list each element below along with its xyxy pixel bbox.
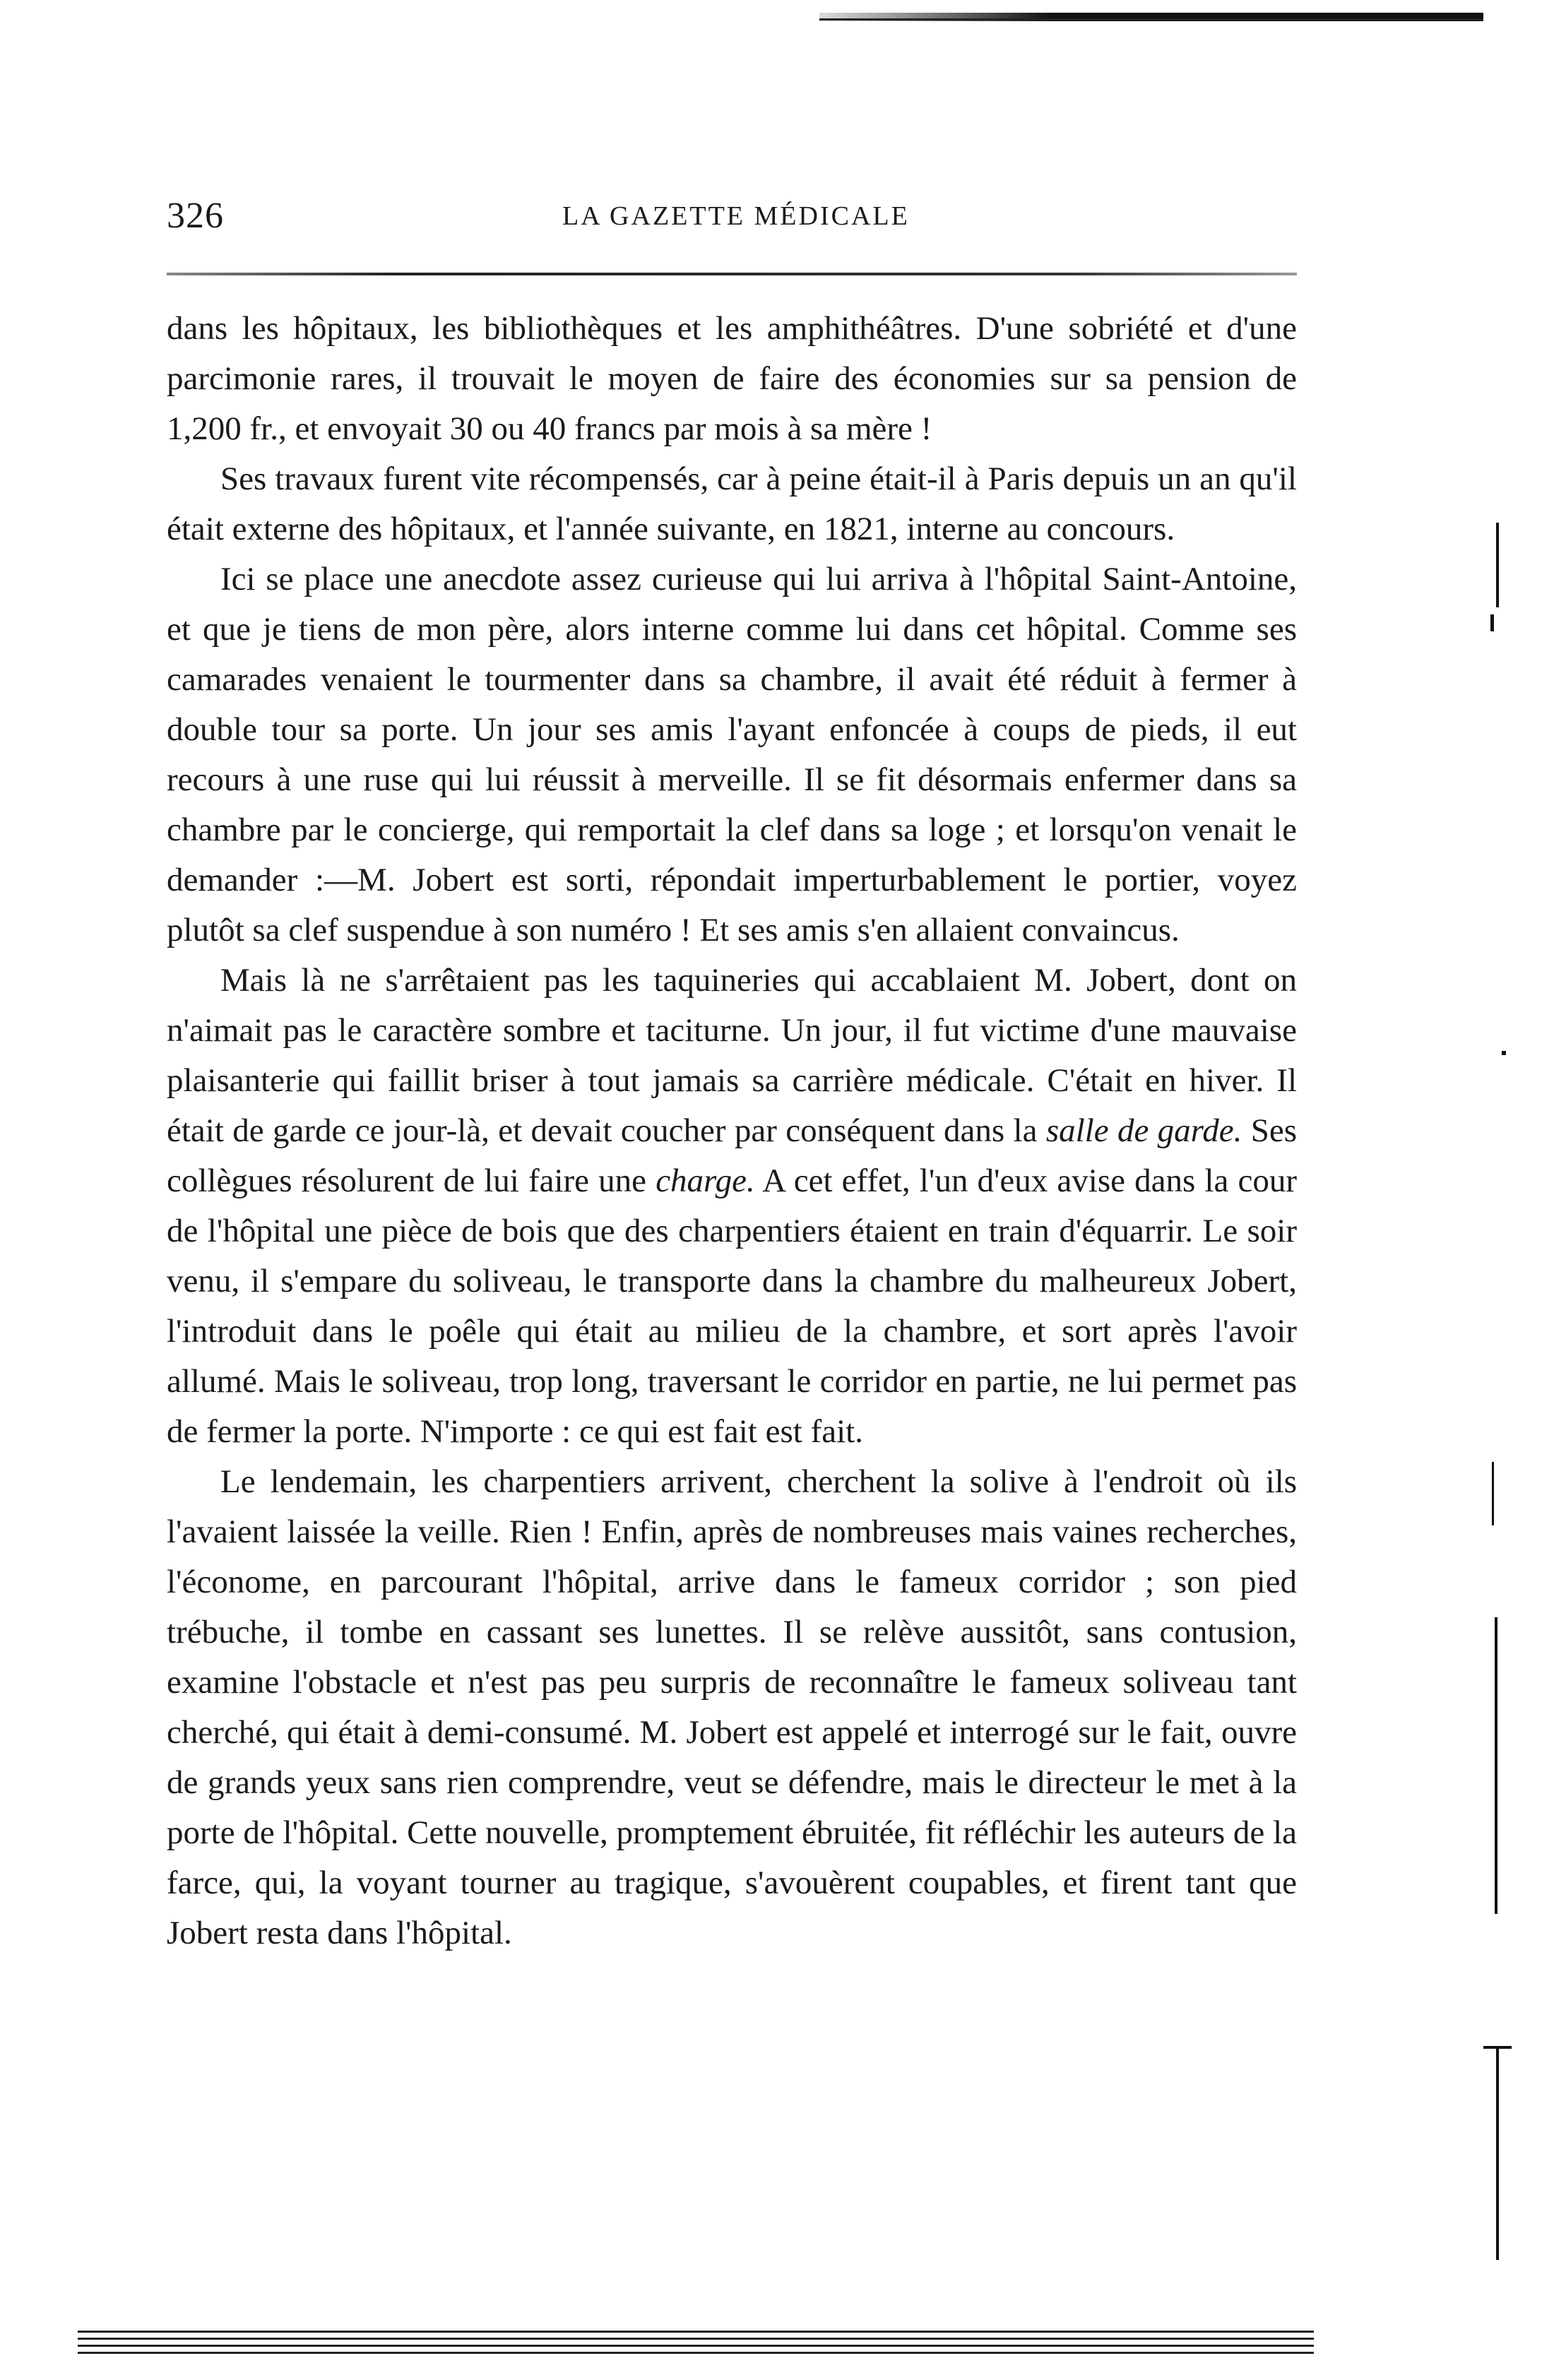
paragraph-2: Ses travaux furent vite récompensés, car à peine était-il à Paris depuis un an qu'il était externe des hôpitaux, et l'année suivante, en 1821, interne au concours. bbox=[167, 460, 1297, 547]
margin-mark-1 bbox=[1496, 523, 1499, 607]
italic-charge: charge. bbox=[656, 1162, 755, 1199]
header-rule bbox=[167, 273, 1297, 275]
margin-mark-7 bbox=[1502, 1051, 1506, 1055]
footer-rule-1 bbox=[78, 2331, 1314, 2333]
footer-rule-2 bbox=[78, 2338, 1314, 2340]
paragraph-1: dans les hôpitaux, les bibliothèques et les amphithéâtres. D'une sobriété et d'une parcimonie rares, il trouvait le moyen de faire des économies sur sa pension de 1,200 fr., et envoyait 30 ou 40 francs par mois à sa mère ! bbox=[167, 310, 1297, 447]
page-header bbox=[167, 195, 1297, 244]
margin-mark-4 bbox=[1495, 1617, 1497, 1914]
footer-rules bbox=[78, 2331, 1314, 2359]
page-number: 326 bbox=[167, 196, 224, 236]
body-text bbox=[167, 304, 1297, 1958]
margin-mark-6 bbox=[1483, 2046, 1512, 2049]
paragraph-4 bbox=[167, 956, 1297, 1457]
italic-salle-de-garde: salle de garde. bbox=[1045, 1112, 1242, 1149]
running-title: LA GAZETTE MÉDICALE bbox=[562, 201, 910, 231]
margin-mark-2 bbox=[1490, 614, 1494, 631]
paragraph-4-text-after: A cet effet, l'un d'eux avise dans la cour de l'hôpital une pièce de bois que des charpentiers étaient en train d'équarrir. Le soir venu, il s'empare du soliveau, le transporte dans la chambre du malheureux Jobert, l'introduit dans le poêle qui était au milieu de la chambre, et sort après l'avoir allumé. Mais le soliveau, trop long, traversant le corridor en partie, ne lui permet pas de fermer la porte. N'importe : ce qui est fait est fait. bbox=[167, 1162, 1298, 1450]
top-edge-rule bbox=[819, 18, 1483, 20]
margin-mark-5 bbox=[1496, 2048, 1499, 2260]
paragraph-3: Ici se place une anecdote assez curieuse qui lui arriva à l'hôpital Saint-Antoine, et que je tiens de mon père, alors interne comme lui dans cet hôpital. Comme ses camarades venaient le tourmenter dans sa chambre, il avait été réduit à fermer à double tour sa porte. Un jour ses amis l'ayant enfoncée à coups de pieds, il eut recours à une ruse qui lui réussit à merveille. Il se fit désormais enfermer dans sa chambre par le concierge, qui remportait la clef dans sa loge ; et lorsqu'on venait le demander :—M. Jobert est sorti, répondait imperturbablement le portier, voyez plutôt sa clef suspendue à son numéro ! Et ses amis s'en allaient convaincus. bbox=[167, 561, 1297, 948]
footer-rule-4 bbox=[78, 2352, 1314, 2354]
footer-rule-3 bbox=[78, 2345, 1314, 2347]
paragraph-4-text-before: Mais là ne s'arrêtaient pas les taquineries qui accablaient M. Jobert, dont on n'aimait pas le caractère sombre et taciturne. Un jour, il fut victime d'une mauvaise plaisanterie qui faillit briser à tout jamais sa carrière médicale. C'était en hiver. Il était de garde ce jour-là, et devait coucher par conséquent dans la bbox=[167, 962, 1297, 1149]
paragraph-5: Le lendemain, les charpentiers arrivent, cherchent la solive à l'endroit où ils l'avaient laissée la veille. Rien ! Enfin, après de nombreuses mais vaines recherches, l'économe, en parcourant l'hôpital, arrive dans le fameux corridor ; son pied trébuche, il tombe en cassant ses lunettes. Il se relève aussitôt, sans contusion, examine l'obstacle et n'est pas peu surpris de reconnaître le fameux soliveau tant cherché, qui était à demi-consumé. M. Jobert est appelé et interrogé sur le fait, ouvre de grands yeux sans rien comprendre, veut se défendre, mais le directeur le met à la porte de l'hôpital. Cette nouvelle, promptement ébruitée, fit réfléchir les auteurs de la farce, qui, la voyant tourner au tragique, s'avouèrent coupables, et firent tant que Jobert resta dans l'hôpital. bbox=[167, 1463, 1297, 1951]
paragraph-4-text-middle: Ses collègues résolurent de lui faire une bbox=[167, 1112, 1297, 1199]
margin-mark-3 bbox=[1492, 1462, 1494, 1525]
